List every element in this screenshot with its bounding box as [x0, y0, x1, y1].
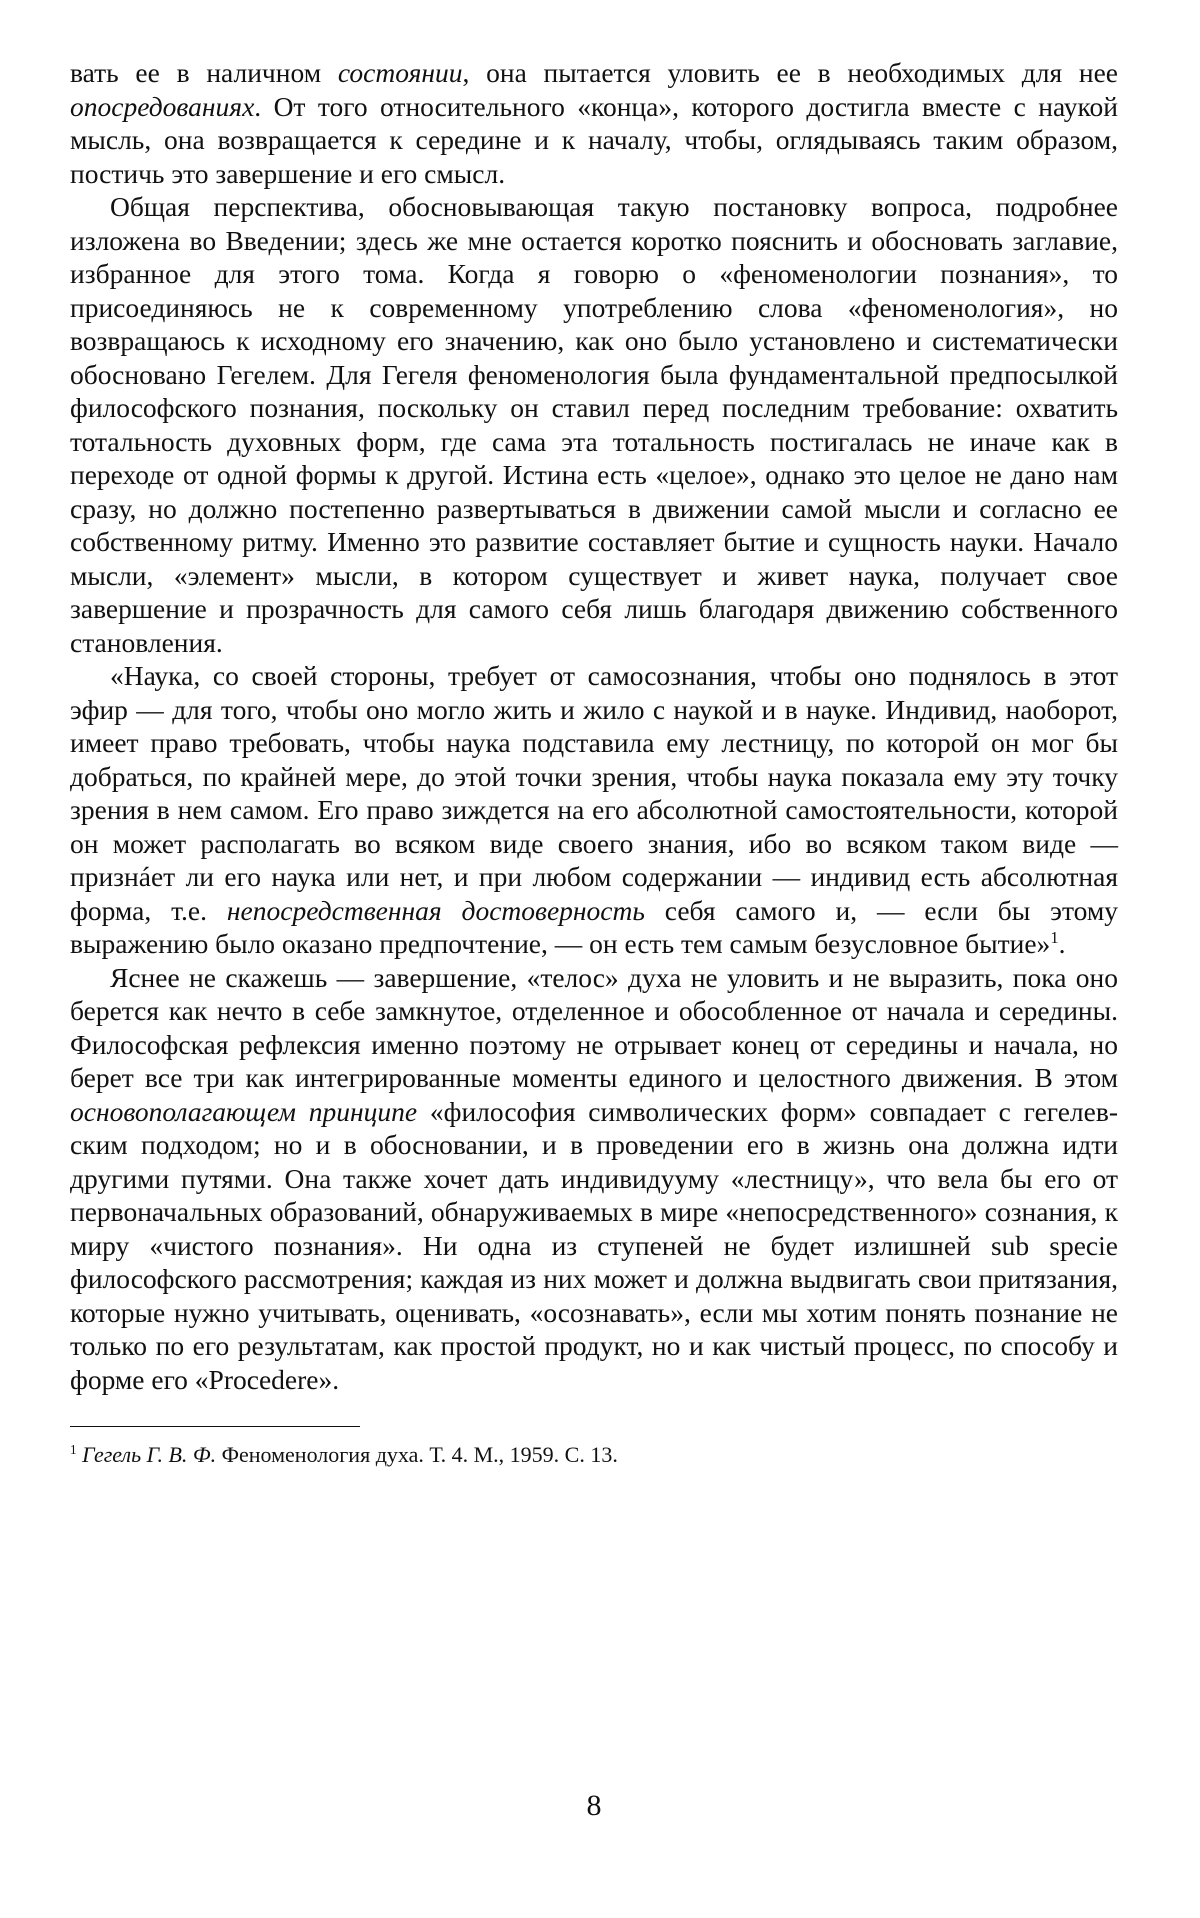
footnote-author: Гегель Г. В. Ф. — [82, 1442, 217, 1467]
page-number: 8 — [586, 1789, 602, 1822]
footnote-text: Феноменология духа. Т. 4. М., 1959. С. 13. — [216, 1442, 618, 1467]
footnote-reference: 1 — [1050, 928, 1059, 948]
text-run: себя самого и, — если бы этому выражению было оказано предпочтение, — он есть тем самым безусловное бытие» — [70, 894, 1118, 959]
text-run: . — [1058, 928, 1066, 959]
text-run: , она пытается уловить ее в необходимых для нее — [462, 57, 1118, 88]
book-page — [70, 56, 1118, 1876]
text-run: «философия символических форм» совпадает с гегелевским подходом; но и в обосновании, и в проведении его в жизнь она должна идти другими путями. Она также хочет дать индивидууму «лестницу», что вела бы его от первоначальных образований, обнаруживаемых в мире «непосредственного» сознания, к миру «чистого познания». Ни одна из ступеней не будет излишней sub specie философского рассмотрения; каждая из них может и должна выдвигать свои притязания, которые нужно учитывать, оценивать, «осознавать», если мы хотим понять познание не только по его результатам, как простой продукт, но и как чистый процесс, по способу и форме его «Procedere». — [70, 1095, 1118, 1395]
paragraph — [70, 190, 1118, 659]
paragraph — [70, 961, 1118, 1397]
paragraph — [70, 659, 1118, 961]
text-run: Яснее не скажешь — завершение, «телос» духа не уловить и не выразить, пока оно берется как нечто в себе замкнутое, отделенное и обособленное от начала и середины. Философская рефлексия именно поэтому не отрывает конец от середины и начала, но берет все три как интегрированные моменты единого и целостного движения. В этом — [70, 961, 1118, 1093]
text-run: вать ее в наличном — [70, 57, 338, 88]
footnote — [70, 1441, 1118, 1469]
footnote-marker: 1 — [70, 1442, 77, 1458]
emphasis-text: непосредственная достоверность — [226, 894, 645, 926]
text-run: Общая перспектива, обосновывающая такую постановку вопроса, подробнее изложена во Введении; здесь же мне остается коротко пояснить и обосновать заглавие, избранное для этого тома. Когда я говорю о «феноменологии познания», то присоединяюсь не к современному употреблению слова «феноменология», но возвращаюсь к исходному его значению, как оно было установлено и систематически обосновано Гегелем. Для Гегеля феноменология была фундаментальной предпосылкой философского познания, поскольку он ставил перед последним требование: охватить тотальность духовных форм, где сама эта тотальность постигалась не иначе как в переходе от одной формы к другой. Истина есть «целое», однако это целое не дано нам сразу, но должно постепенно развертываться в движении самой мысли и согласно ее собственному ритму. Именно это развитие составляет бытие и сущность науки. Начало мысли, «элемент» мысли, в котором существует и живет наука, получает свое завершение и прозрачность для самого себя лишь благодаря движению собственного становления. — [70, 191, 1118, 658]
emphasis-text: состоянии — [337, 57, 463, 88]
emphasis-text: опосредованиях — [70, 90, 255, 122]
text-run: «Наука, со своей стороны, требует от самосознания, чтобы оно поднялось в этот эфир — для того, чтобы оно могло жить и жило с наукой и в науке. Индивид, наоборот, имеет право требовать, чтобы наука подставила ему лестницу, по которой он мог бы добраться, по крайней мере, до этой точки зрения, чтобы наука показала ему эту точку зрения в нем самом. Его право зиждется на его абсолютной самостоятельности, которой он может располагать во всяком виде своего знания, ибо во всяком таком виде — признáет ли его наука или нет, и при любом содержании — индивид есть абсолютная форма, т.е. — [70, 660, 1118, 926]
footnote-separator — [70, 1426, 360, 1427]
text-run: . От того относительного «конца», которого достигла вместе с наукой мысль, она возвращается к середине и к началу, чтобы, оглядываясь таким образом, постичь это завершение и его смысл. — [70, 90, 1118, 189]
paragraph — [70, 56, 1118, 190]
body-text — [70, 56, 1118, 1396]
emphasis-text: основополагающем принципе — [70, 1095, 418, 1127]
